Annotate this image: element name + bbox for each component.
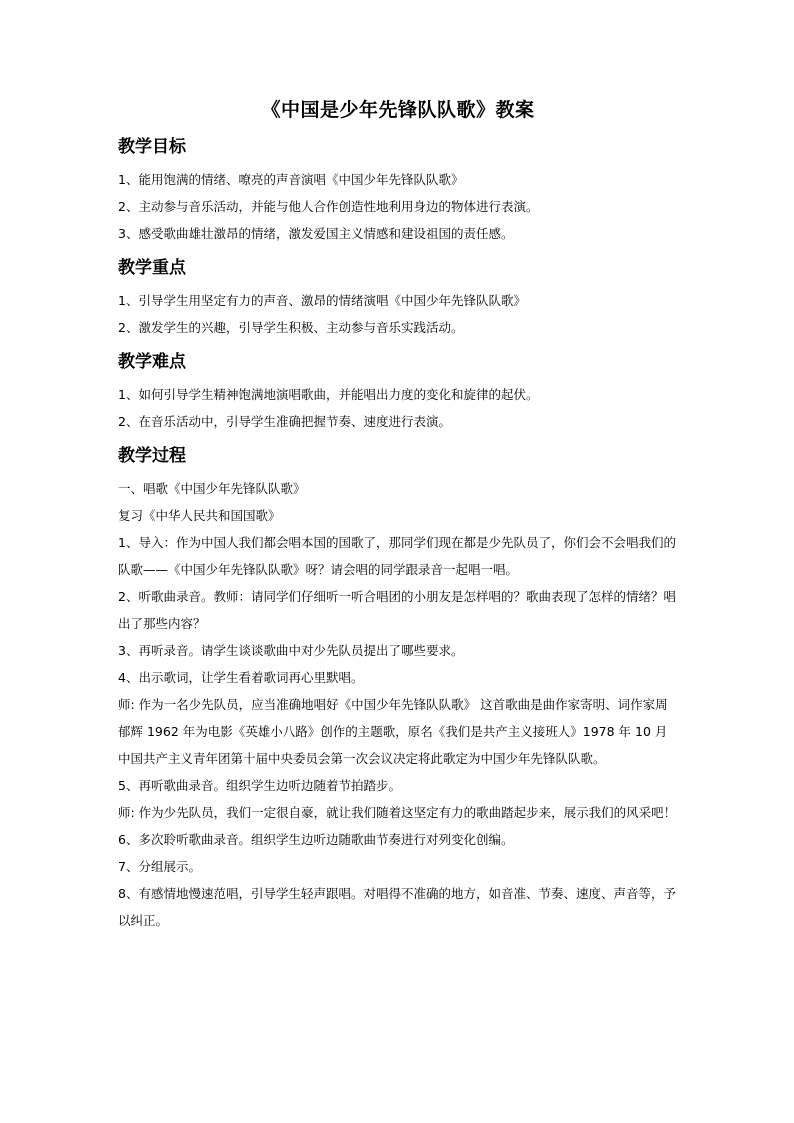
paragraph: 3、感受歌曲雄壮激昂的情绪，激发爱国主义情感和建设祖国的责任感。	[118, 226, 514, 241]
section-heading: 教学过程	[118, 446, 186, 466]
section-teaching-focus	[118, 255, 678, 341]
paragraph: 2、听歌曲录音。教师：请同学们仔细听一听合唱团的小朋友是怎样唱的？歌曲表现了怎样的情绪？唱出了那些内容？	[118, 589, 676, 631]
section-heading: 教学目标	[118, 137, 186, 157]
paragraph: 1、如何引导学生精神饱满地演唱歌曲，并能唱出力度的变化和旋律的起伏。	[118, 387, 539, 402]
paragraph: 1、导入：作为中国人我们都会唱本国的国歌了，那同学们现在都是少先队员了，你们会不会唱我们的队歌——《中国少年先锋队队歌》呀？请会唱的同学跟录音一起唱一唱。	[118, 535, 676, 577]
document-title: 《中国是少年先锋队队歌》教案	[261, 99, 535, 121]
paragraph: 1、引导学生用坚定有力的声音、激昂的情绪演唱《中国少年先锋队队歌》	[118, 293, 526, 308]
paragraph: 6、多次聆听歌曲录音。组织学生边听边随歌曲节奏进行对列变化创编。	[118, 832, 514, 847]
paragraph: 师: 作为一名少先队员，应当准确地唱好《中国少年先锋队队歌》 这首歌曲是曲作家寄明、词作家周郁辉 1962 年为电影《英雄小八路》创作的主题歌，原名《我们是共产主义接班人》1978 年 10 月中国共产主义青年团第十届中央委员会第一次会议决定将此歌定为中国少年先锋队队歌。	[118, 697, 668, 766]
paragraph: 3、再听录音。请学生谈谈歌曲中对少先队员提出了哪些要求。	[118, 643, 464, 658]
section-teaching-difficulties	[118, 349, 678, 435]
paragraph: 1、能用饱满的情绪、嘹亮的声音演唱《中国少年先锋队队歌》	[118, 172, 464, 187]
section-heading: 教学重点	[118, 258, 186, 278]
paragraph: 2、在音乐活动中，引导学生准确把握节奏、速度进行表演。	[118, 414, 451, 429]
paragraph: 7、分组展示。	[118, 859, 201, 874]
section-teaching-goals	[118, 134, 678, 247]
section-heading: 教学难点	[118, 352, 186, 372]
paragraph: 8、有感情地慢速范唱，引导学生轻声跟唱。对唱得不准确的地方，如音准、节奏、速度、声音等，予以纠正。	[118, 886, 676, 928]
paragraph: 一、唱歌《中国少年先锋队队歌》	[118, 481, 306, 496]
paragraph: 2、主动参与音乐活动，并能与他人合作创造性地利用身边的物体进行表演。	[118, 199, 539, 214]
document-page	[118, 96, 678, 934]
paragraph: 4、出示歌词，让学生看着歌词再心里默唱。	[118, 670, 364, 685]
paragraph: 师: 作为少先队员，我们一定很自豪，就让我们随着这坚定有力的歌曲踏起步来，展示我们的风采吧！	[118, 805, 677, 820]
paragraph: 2、激发学生的兴趣，引导学生积极、主动参与音乐实践活动。	[118, 320, 464, 335]
section-teaching-process	[118, 443, 678, 934]
paragraph: 复习《中华人民共和国国歌》	[118, 508, 281, 523]
paragraph: 5、再听歌曲录音。组织学生边听边随着节拍踏步。	[118, 778, 401, 793]
